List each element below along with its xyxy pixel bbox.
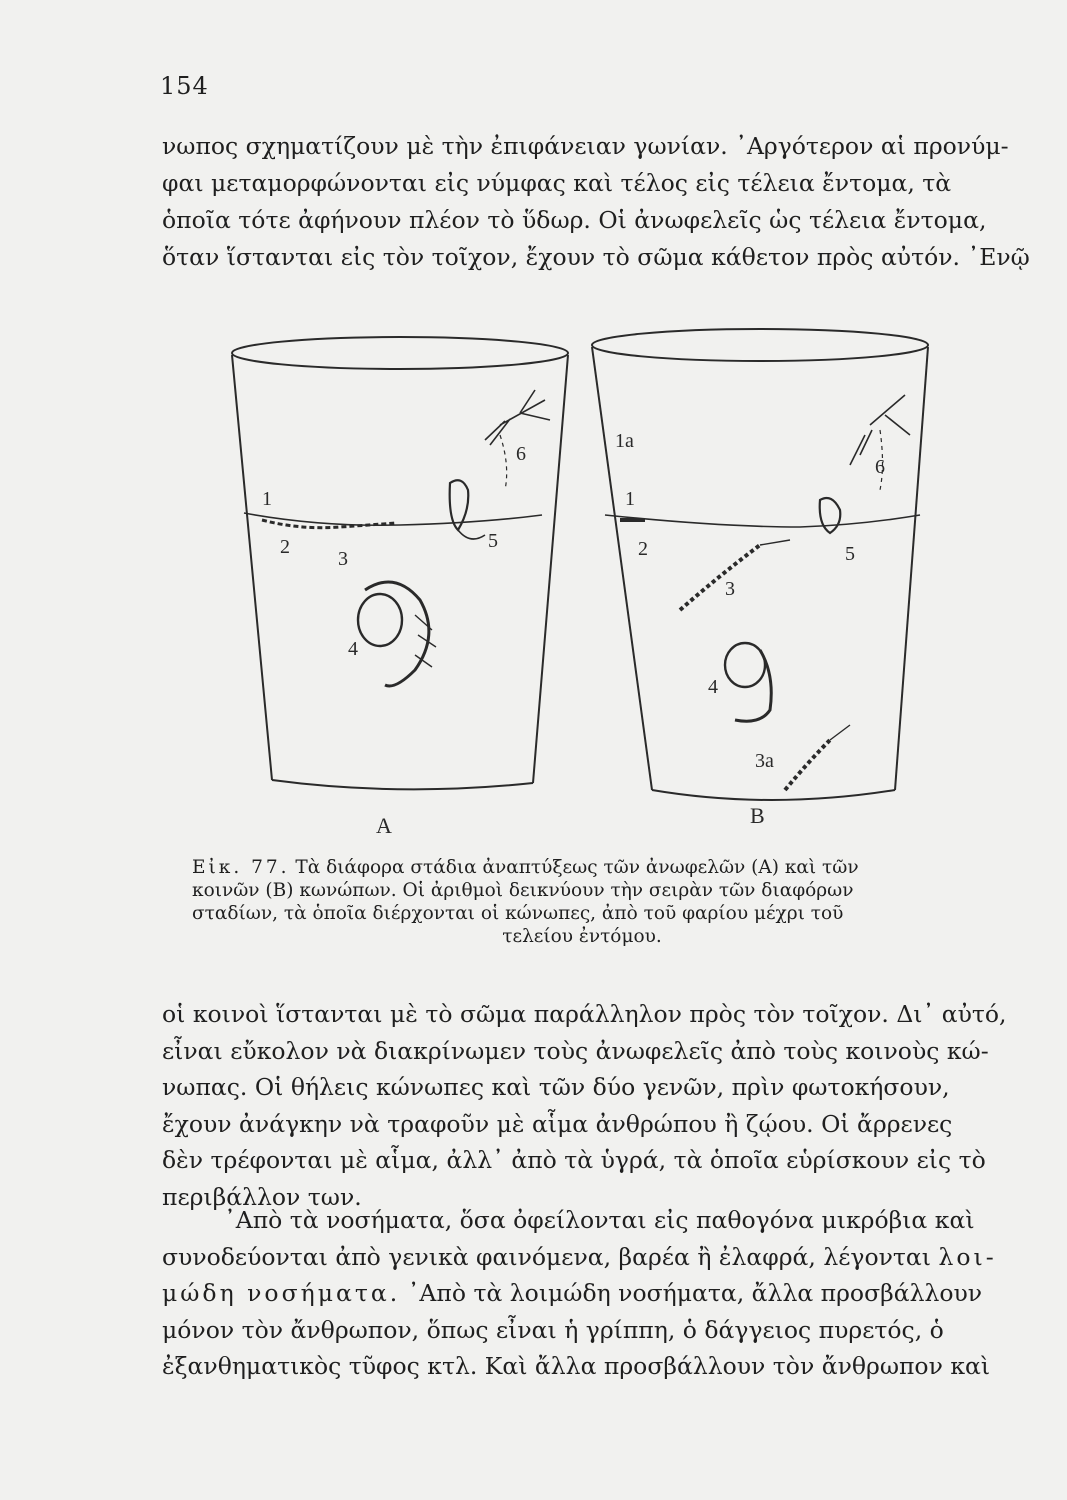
text-line: ὅταν ἵστανται εἰς τὸν τοῖχον, ἔχουν τὸ σῶμα κάθετον πρὸς αὐτόν. ᾿Ενῷ bbox=[162, 243, 1030, 271]
stage-label: 1a bbox=[615, 430, 634, 452]
text-line: ἐξανθηματικὸς τῦφος κτλ. Καὶ ἄλλα προσβάλλουν τὸν ἄνθρωπον καὶ bbox=[162, 1352, 991, 1380]
glass-a bbox=[232, 337, 568, 789]
page-number: 154 bbox=[160, 72, 209, 100]
spaced-term: λοι- bbox=[938, 1242, 997, 1271]
text-line bbox=[162, 1239, 1006, 1276]
caption-text: Τὰ διάφορα στάδια ἀναπτύξεως τῶν ἀνωφελῶν (Α) καὶ τῶν bbox=[295, 857, 859, 878]
glass-a-label: A bbox=[376, 813, 392, 838]
stage-label: 5 bbox=[845, 543, 855, 565]
text-line: φαι μεταμορφώνονται εἰς νύμφας καὶ τέλος εἰς τέλεια ἔντομα, τὰ bbox=[162, 169, 952, 197]
figure-caption bbox=[192, 856, 972, 948]
text-line: εἶναι εὔκολον νὰ διακρίνωμεν τοὺς ἀνωφελεῖς ἀπὸ τοὺς κοινοὺς κώ- bbox=[162, 1036, 989, 1065]
caption-text: σταδίων, τὰ ὁποῖα διέρχονται οἱ κώνωπες, ἀπὸ τοῦ φαρίου μέχρι τοῦ bbox=[192, 903, 844, 924]
text-line: δὲν τρέφονται μὲ αἷμα, ἀλλ᾿ ἀπὸ τὰ ὑγρά, τὰ ὁποῖα εὑρίσκουν εἰς τὸ bbox=[162, 1146, 986, 1174]
stage-label: 6 bbox=[875, 456, 885, 478]
text-line: νωπος σχηματίζουν μὲ τὴν ἐπιφάνειαν γωνίαν. ᾿Αργότερον αἱ προνύμ- bbox=[162, 132, 1009, 160]
stage-label: 2 bbox=[638, 538, 648, 560]
mosquito-stages-figure bbox=[200, 315, 980, 850]
spaced-term: μώδη νοσήματα. bbox=[162, 1279, 401, 1307]
stage-label: 3 bbox=[338, 548, 348, 570]
stage-label: 2 bbox=[280, 536, 290, 558]
text-line: ᾿Απὸ τὰ νοσήματα, ὅσα ὀφείλονται εἰς παθογόνα μικρόβια καὶ bbox=[224, 1206, 975, 1234]
text-line: νωπας. Οἱ θήλεις κώνωπες καὶ τῶν δύο γενῶν, πρὶν φωτοκήσουν, bbox=[162, 1073, 950, 1101]
bottom-paragraph bbox=[162, 996, 1006, 1215]
figure-number: Εἰκ. 77. bbox=[192, 857, 290, 878]
caption-text: κοινῶν (Β) κωνώπων. Οἱ ἀριθμοὶ δεικνύουν τὴν σειρὰν τῶν διαφόρων bbox=[192, 880, 854, 901]
text-line: ὁποῖα τότε ἀφήνουν πλέον τὸ ὕδωρ. Οἱ ἀνωφελεῖς ὡς τέλεια ἔντομα, bbox=[162, 206, 987, 234]
text-line bbox=[162, 1275, 1006, 1312]
stage-label: 3a bbox=[755, 750, 774, 772]
caption-text: τελείου ἐντόμου. bbox=[502, 926, 662, 947]
top-paragraph bbox=[162, 128, 1030, 276]
text-line: ἔχουν ἀνάγκην νὰ τραφοῦν μὲ αἷμα ἀνθρώπου ἢ ζῴου. Οἱ ἄρρενες bbox=[162, 1109, 953, 1138]
figure-illustration bbox=[200, 315, 980, 850]
stage-label: 4 bbox=[708, 676, 718, 698]
text-segment: συνοδεύονται ἀπὸ γενικὰ φαινόμενα, βαρέα ἢ ἐλαφρά, λέγονται bbox=[162, 1242, 931, 1271]
stage-label: 4 bbox=[348, 638, 358, 660]
stage-label: 3 bbox=[725, 578, 735, 600]
text-line: οἱ κοινοὶ ἵστανται μὲ τὸ σῶμα παράλληλον πρὸς τὸν τοῖχον. Δι᾿ αὐτό, bbox=[162, 1000, 1007, 1028]
stage-label: 1 bbox=[262, 488, 272, 510]
text-line: περιβάλλον των. bbox=[162, 1182, 362, 1211]
glass-b-label: B bbox=[750, 803, 765, 828]
stage-label: 6 bbox=[516, 443, 526, 465]
last-paragraph bbox=[162, 1202, 1006, 1385]
text-segment: ᾿Απὸ τὰ λοιμώδη νοσήματα, ἄλλα προσβάλλουν bbox=[407, 1279, 983, 1307]
stage-label: 1 bbox=[625, 488, 635, 510]
glass-b bbox=[592, 329, 928, 800]
stage-label: 5 bbox=[488, 530, 498, 552]
text-line: μόνον τὸν ἄνθρωπον, ὅπως εἶναι ἡ γρίππη, ὁ δάγγειος πυρετός, ὁ bbox=[162, 1315, 944, 1344]
